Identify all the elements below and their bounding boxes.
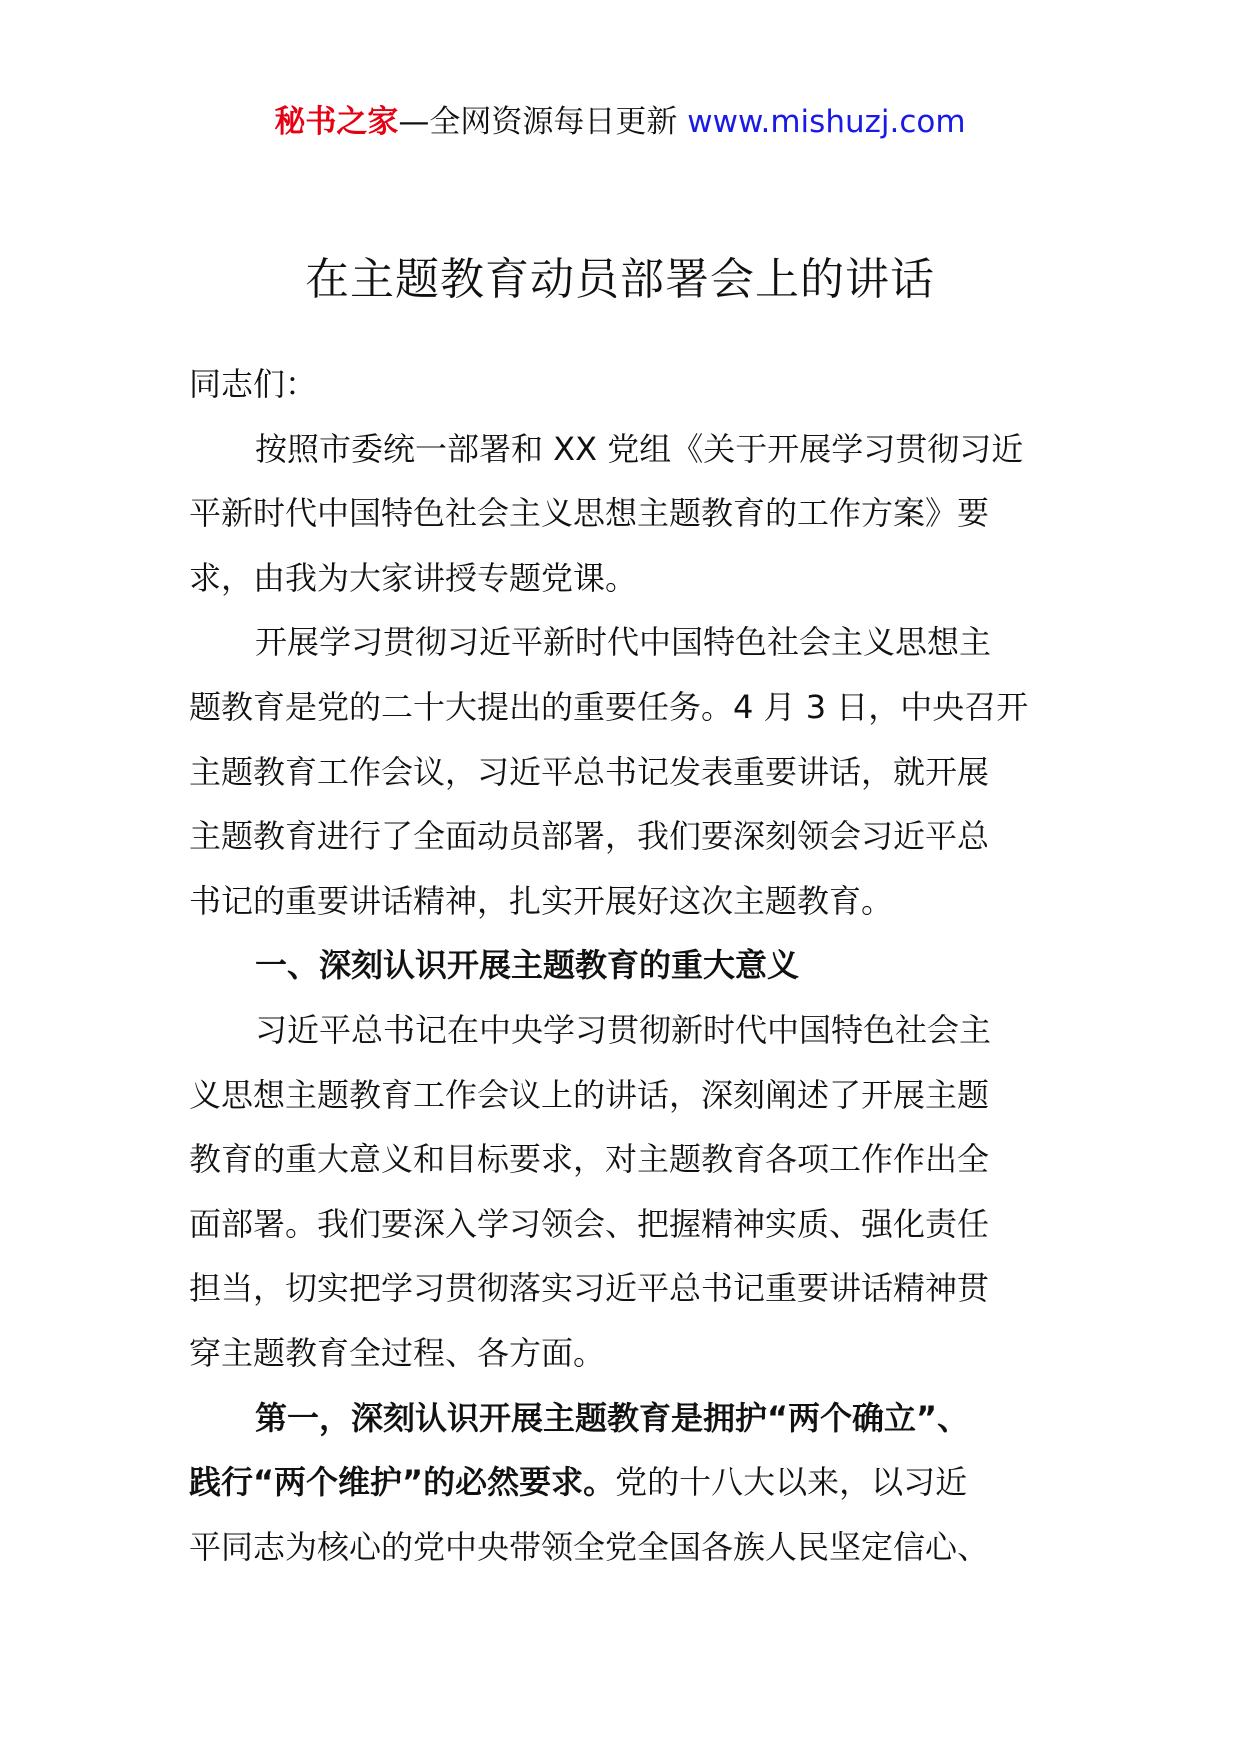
paragraph-line: 求，由我为大家讲授专题党课。	[189, 558, 638, 597]
paragraph-line: 党的十八大以来，以习近	[615, 1463, 968, 1502]
site-tagline: —全网资源每日更新	[398, 104, 678, 140]
paragraph-line: 穿主题教育全过程、各方面。	[189, 1333, 606, 1372]
paragraph-line: 书记的重要讲话精神，扎实开展好这次主题教育。	[189, 881, 894, 920]
paragraph-line: 教育的重大意义和目标要求，对主题教育各项工作作出全	[189, 1140, 990, 1179]
greeting: 同志们：	[189, 365, 318, 403]
paragraph-line: 习近平总书记在中央学习贯彻新时代中国特色社会主	[255, 1010, 992, 1049]
paragraph-line: 担当，切实把学习贯彻落实习近平总书记重要讲话精神贯	[189, 1269, 990, 1308]
site-name: 秘书之家	[274, 104, 399, 140]
site-url-link[interactable]: www.mishuzj.com	[687, 104, 966, 140]
paragraph-line: 面部署。我们要深入学习领会、把握精神实质、强化责任	[189, 1204, 990, 1243]
paragraph-line: 题教育是党的二十大提出的重要任务。4 月 3 日，中央召开	[189, 687, 1029, 726]
paragraph-line: 平新时代中国特色社会主义思想主题教育的工作方案》要	[189, 494, 990, 533]
section-heading: 一、深刻认识开展主题教育的重大意义	[255, 946, 800, 985]
subheading-line-end: 践行“两个维护”的必然要求。	[189, 1463, 616, 1502]
paragraph-line: 按照市委统一部署和 XX 党组《关于开展学习贯彻习近	[255, 429, 1024, 468]
subheading-line: 第一，深刻认识开展主题教育是拥护“两个确立”、	[255, 1398, 970, 1437]
paragraph-line: 平同志为核心的党中央带领全党全国各族人民坚定信心、	[189, 1527, 990, 1566]
mixed-line	[189, 1450, 1059, 1515]
paragraph-line: 开展学习贯彻习近平新时代中国特色社会主义思想主	[255, 623, 992, 662]
page-header	[0, 100, 1240, 144]
document-body	[189, 352, 1059, 1579]
paragraph-line: 主题教育进行了全面动员部署，我们要深刻领会习近平总	[189, 817, 990, 856]
document-title: 在主题教育动员部署会上的讲话	[305, 254, 935, 305]
paragraph-line: 义思想主题教育工作会议上的讲话，深刻阐述了开展主题	[189, 1075, 990, 1114]
paragraph-line: 主题教育工作会议，习近平总书记发表重要讲话，就开展	[189, 752, 990, 791]
